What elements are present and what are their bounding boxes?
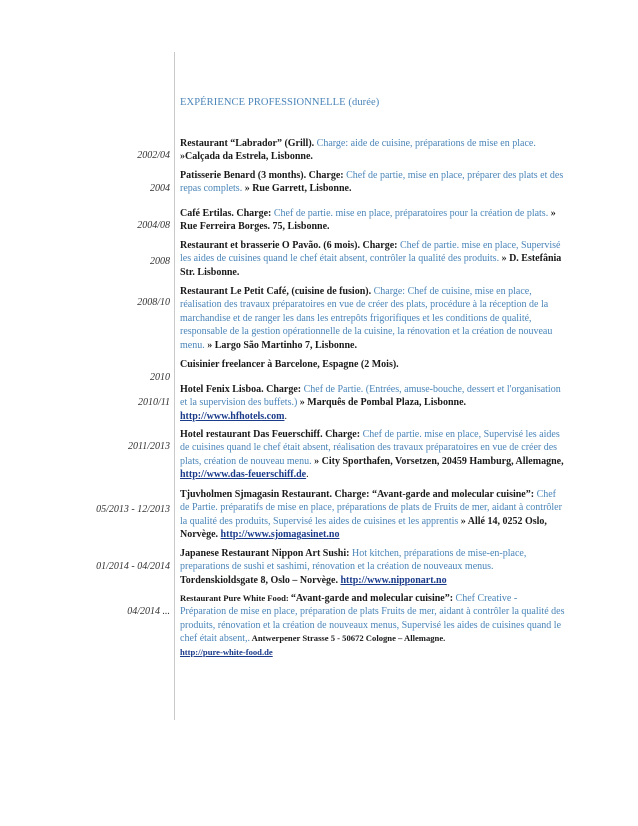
job-address: » City Sporthafen, Vorsetzen, 20459 Hamburg, Allemagne, [311, 455, 564, 467]
date-entry-10: 01/2014 - 04/2014 [96, 561, 170, 572]
job-charge-label: Charge: [316, 138, 351, 149]
date-entry-5: 2008/10 [137, 297, 170, 308]
job-address: » D. Estefânia Str. Lisbonne. [180, 253, 562, 278]
job-entry-tjuvholmen [180, 488, 565, 542]
job-address: Antwerpener Strasse 5 - 50672 Cologne – Allemagne. [249, 633, 446, 644]
job-employer: Restaurant “Labrador” (Grill). [180, 138, 317, 149]
job-employer: Restaurant Pure White Food: [180, 593, 291, 603]
job-entry-benard [180, 169, 565, 196]
job-duties: aide de cuisine, préparations de mise en place. [350, 138, 536, 149]
date-entry-1: 2002/04 [137, 150, 170, 161]
job-employer: Restaurant Le Petit Café, (cuisine de fusion). [180, 286, 374, 297]
job-duties: Chef Creative - Préparation de mise en place, préparation de plats Fruits de mer, aidant à contrôler la qualité des produits, rénovation et la création de nouveaux menus, Supervisé les aides de cuisines quand le chef était absent,. [180, 593, 565, 645]
job-website-link[interactable]: http://www.sjomagasinet.no [220, 529, 340, 541]
job-address: Tordenskioldsgate 8, Oslo – Norvège. [180, 574, 341, 586]
job-employer: Restaurant et brasserie O Pavão. (6 mois). Charge: [180, 240, 400, 251]
section-title: EXPÉRIENCE PROFESSIONNELLE [180, 97, 346, 108]
job-entry-pure-white-food [180, 592, 565, 659]
job-cuisine-style: “Avant-garde and molecular cuisine”: [290, 593, 456, 604]
date-entry-11: 04/2014 ... [127, 606, 170, 617]
job-address: » Largo São Martinho 7, Lisbonne. [204, 339, 357, 351]
job-employer: Hotel Fenix Lisboa. Charge: [180, 384, 304, 395]
job-entry-freelancer [180, 358, 565, 371]
job-employer: Café Ertilas. Charge: [180, 208, 274, 219]
job-address: » Allé 14, 0252 Oslo, Norvège. [180, 515, 547, 541]
date-entry-3: 2004/08 [137, 220, 170, 231]
date-entry-6: 2010 [150, 372, 170, 383]
job-entry-petit-cafe [180, 285, 565, 352]
job-address: » Marquês de Pombal Plaza, Lisbonne. [297, 397, 467, 409]
job-duties: Charge: Chef de cuisine, mise en place, réalisation des travaux préparatoires en vue de créer des plats, procédure à la réception de la marchandise et de ranger les dans les entrepôts frigorifiques et les conditions de qualité, responsable de la gestion opérationnelle de la cuisine, la rénovation et la création de nouveau menu. [180, 286, 553, 351]
job-employer: Japanese Restaurant Nippon Art Sushi: [180, 548, 352, 559]
section-title-note: (durée) [348, 97, 380, 108]
job-address: »Calçada da Estrela, Lisbonne. [180, 151, 313, 163]
job-entry-feuerschiff [180, 428, 565, 482]
job-entry-o-pavao [180, 239, 565, 279]
job-employer: Tjuvholmen Sjmagasin Restaurant. Charge: “Avant-garde and molecular cuisine”: [180, 489, 537, 500]
job-employer: Hotel restaurant Das Feuerschiff. Charge: [180, 429, 363, 440]
job-entry-nippon-art [180, 547, 565, 587]
date-entry-4: 2008 [150, 256, 170, 267]
job-website-link[interactable]: http://pure-white-food.de [180, 646, 273, 657]
vertical-divider [174, 52, 175, 720]
job-duties: Chef de partie, mise en place, préparer des plats et des repas complets. [180, 170, 564, 195]
job-link-suffix: . [284, 410, 287, 422]
date-entry-9: 05/2013 - 12/2013 [96, 504, 170, 515]
job-duties: Chef de partie. mise en place, préparatoires pour la création de plats. [273, 208, 549, 219]
job-duties: Chef de partie. mise en place, Supervisé les aides de cuisines quand le chef était absent, réalisation des travaux préparatoires en vue de créer des plats, création de nouveau menu. [180, 429, 560, 467]
date-entry-8: 2011/2013 [127, 441, 170, 452]
job-duties: Hot kitchen, préparations de mise-en-place, preparations de sushi et sashimi, rénovation et la création de nouveaux menus. [180, 548, 527, 573]
job-website-link[interactable]: http://www.hfhotels.com [180, 410, 285, 422]
job-duties: Chef de Partie. (Entrées, amuse-bouche, dessert et l'organisation et la supervision des buffets.) [180, 384, 561, 409]
job-duties: Chef de partie. mise en place, Supervisé les aides de cuisines quand le chef était absent, contrôler la qualité des produits. [180, 240, 561, 265]
job-address: » Rue Ferreira Borges. 75, Lisbonne. [180, 208, 556, 233]
job-link-suffix: . [306, 469, 309, 481]
job-duties: Chef de Partie. préparatifs de mise en place, préparations de plats de Fruits de mer, aidant à contrôler la qualité des produits, Supervisé les aides de cuisines et les apprentis [180, 489, 562, 527]
job-website-link[interactable]: http://www.das-feuerschiff.de [180, 469, 307, 481]
job-entry-labrador [180, 137, 565, 164]
job-employer: Cuisinier freelancer à Barcelone, Espagne (2 Mois). [180, 359, 399, 370]
job-entry-fenix [180, 383, 565, 423]
date-entry-2: 2004 [150, 183, 170, 194]
section-heading [180, 97, 379, 108]
job-website-link[interactable]: http://www.nipponart.no [340, 574, 447, 586]
job-employer: Patisserie Benard (3 months). Charge: [180, 170, 347, 181]
job-address: » Rue Garrett, Lisbonne. [242, 183, 352, 195]
date-entry-7: 2010/11 [137, 397, 170, 408]
job-entry-ertilas [180, 207, 565, 234]
